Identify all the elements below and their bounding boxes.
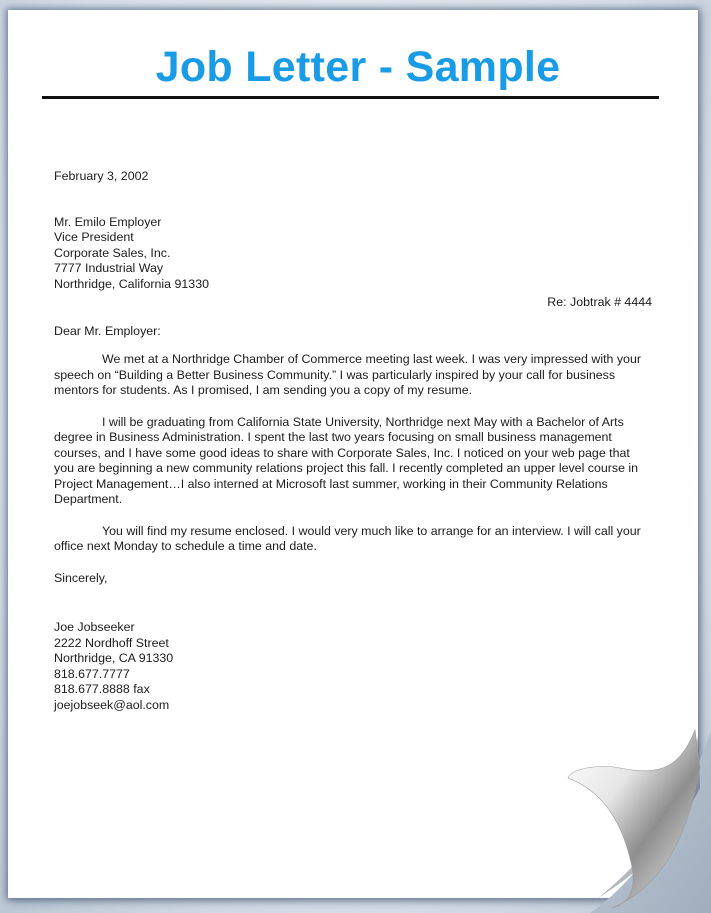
recipient-line: Vice President (54, 230, 134, 244)
paragraph-3 (54, 524, 664, 555)
paragraph-line: speech on “Building a Better Business Community.” I was particularly inspired by your call for business (54, 367, 616, 382)
recipient-line: Corporate Sales, Inc. (54, 245, 171, 260)
paragraph-2 (54, 415, 664, 508)
paragraph-line: Project Management…I also interned at Microsoft last summer, working in their Community Relations (54, 476, 608, 491)
signature-line: 818.677.8888 fax (54, 682, 150, 696)
letter-date: February 3, 2002 (54, 169, 149, 183)
signature-block (54, 620, 664, 713)
paragraph-line: I will be graduating from California State University, Northridge next May with a Bachelor of Arts (102, 414, 624, 429)
paragraph-1 (54, 352, 664, 399)
signature-line: 818.677.7777 (54, 666, 130, 681)
paragraph-line: You will find my resume enclosed. I would very much like to arrange for an interview. I will call your (102, 523, 641, 538)
paragraph-line: courses, and I have some good ideas to share with Corporate Sales, Inc. I noticed on your web page that (54, 445, 630, 460)
closing: Sincerely, (54, 570, 108, 585)
recipient-line: Northridge, California 91330 (54, 276, 209, 291)
paragraph-line: degree in Business Administration. I spent the last two years focusing on small business management (54, 430, 612, 444)
page-curl-icon (560, 728, 711, 913)
recipient-line: Mr. Emilo Employer (54, 214, 162, 229)
signature-line: 2222 Nordhoff Street (54, 635, 169, 650)
page-title: Job Letter - Sample (155, 43, 561, 91)
paragraph-line: mentors for students. As I promised, I am sending you a copy of my resume. (54, 383, 473, 397)
title-divider (42, 96, 659, 99)
paragraph-line: office next Monday to schedule a time and date. (54, 539, 317, 553)
signature-line: Northridge, CA 91330 (54, 651, 174, 665)
paragraph-line: Department. (54, 492, 123, 506)
paragraph-line: you are beginning a new community relations project this fall. I recently completed an upper level course in (54, 461, 639, 475)
recipient-line: 7777 Industrial Way (54, 261, 164, 275)
salutation: Dear Mr. Employer: (54, 323, 161, 338)
signature-line: Joe Jobseeker (54, 620, 135, 634)
paragraph-line: We met at a Northridge Chamber of Commerce meeting last week. I was very impressed with your (102, 352, 641, 366)
reference-line: Re: Jobtrak # 4444 (547, 295, 652, 309)
letter-body (54, 169, 664, 713)
recipient-address (54, 215, 664, 293)
signature-line: joejobseek@aol.com (54, 697, 170, 712)
